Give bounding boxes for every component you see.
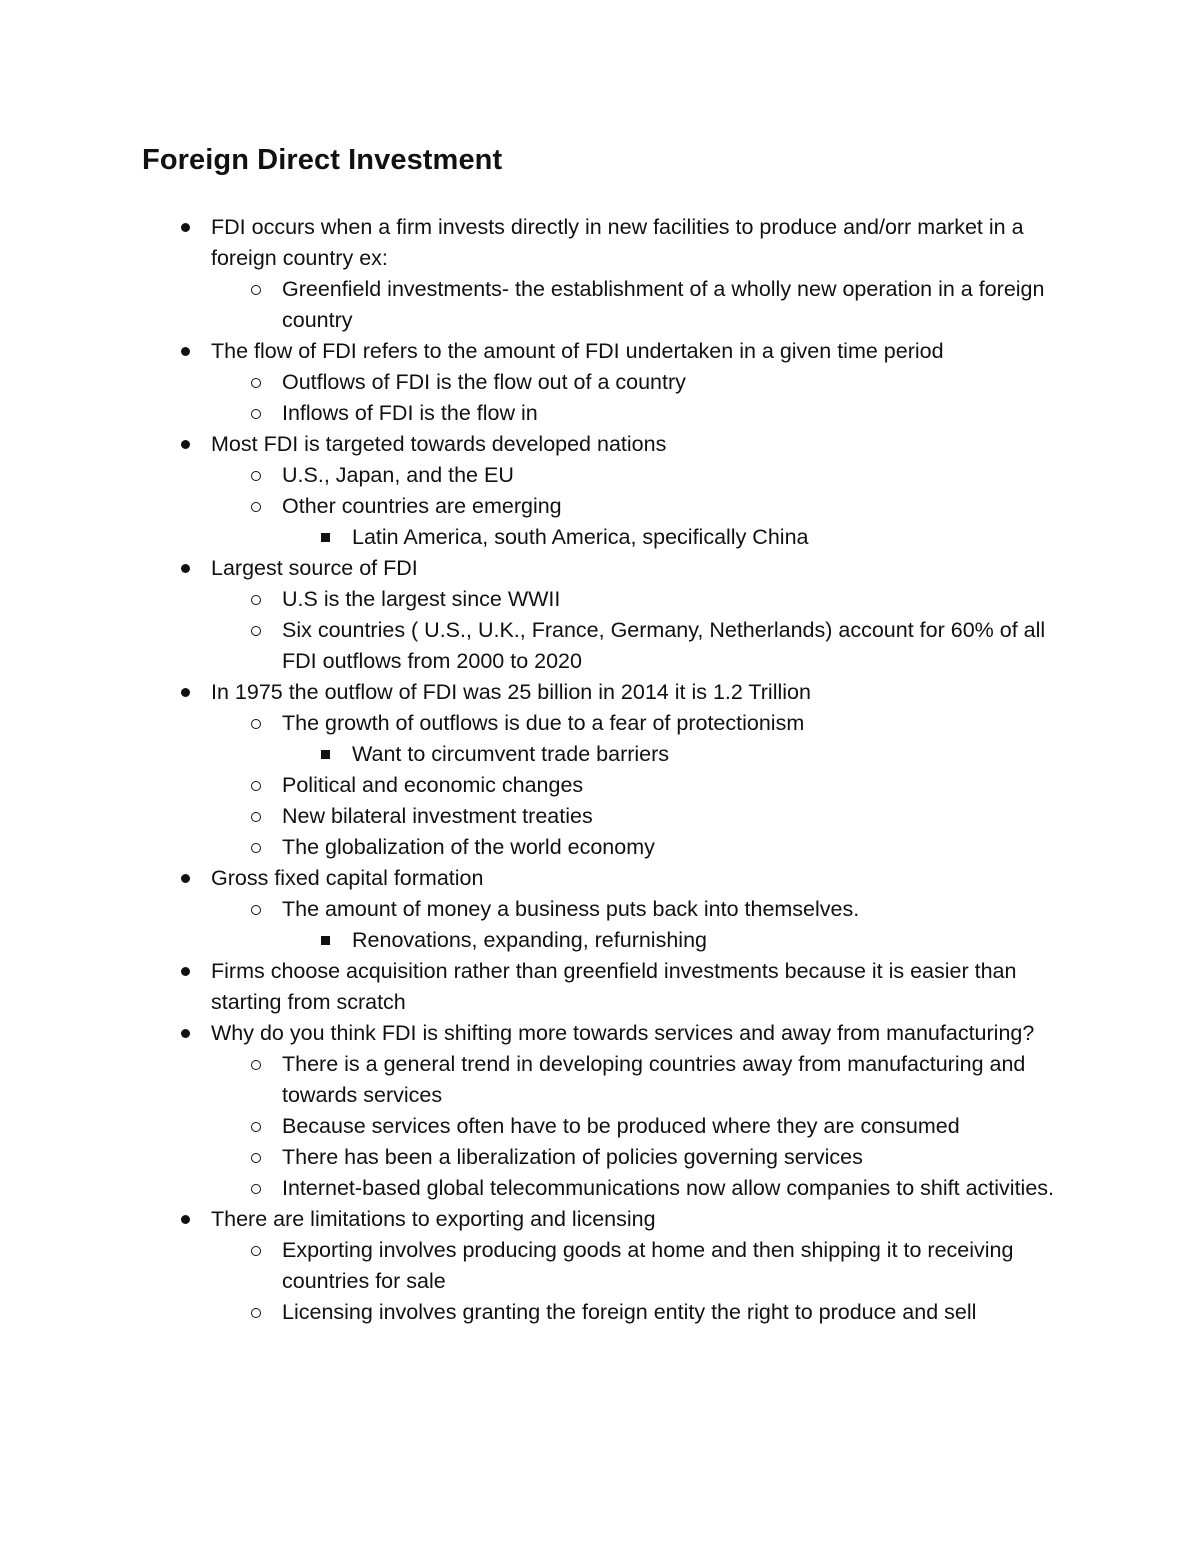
list-item-text: The amount of money a business puts back into themselves. bbox=[282, 897, 860, 921]
bullet-circle-icon bbox=[249, 1049, 263, 1080]
bullet-circle-icon bbox=[249, 894, 263, 925]
bullet-circle-icon bbox=[249, 801, 263, 832]
bullet-disc-icon bbox=[178, 212, 192, 243]
list-item bbox=[0, 770, 1072, 801]
bullet-square-icon bbox=[318, 522, 332, 553]
list-item bbox=[0, 553, 1071, 584]
list-item bbox=[0, 336, 1071, 367]
list-item-text: Because services often have to be produced where they are consumed bbox=[282, 1114, 960, 1138]
list-item-text: The growth of outflows is due to a fear of protectionism bbox=[282, 711, 805, 735]
list-item bbox=[0, 212, 1071, 274]
bullet-disc-icon bbox=[178, 336, 192, 367]
bullet-disc-icon bbox=[178, 429, 192, 460]
bullet-circle-icon bbox=[249, 1173, 263, 1204]
list-item bbox=[0, 429, 1071, 460]
bullet-circle-icon bbox=[249, 708, 263, 739]
list-item bbox=[0, 956, 1071, 1018]
list-item-text: Largest source of FDI bbox=[211, 556, 418, 580]
list-item-text: Most FDI is targeted towards developed nations bbox=[211, 432, 667, 456]
bullet-circle-icon bbox=[249, 460, 263, 491]
bullet-circle-icon bbox=[249, 274, 263, 305]
list-item-text: Renovations, expanding, refurnishing bbox=[352, 928, 707, 952]
list-item bbox=[0, 894, 1072, 925]
list-item bbox=[0, 522, 1072, 553]
list-item-text: Latin America, south America, specifically China bbox=[352, 525, 809, 549]
list-item bbox=[0, 832, 1072, 863]
list-item bbox=[0, 1018, 1071, 1049]
list-item bbox=[0, 925, 1072, 956]
bullet-circle-icon bbox=[249, 584, 263, 615]
bullet-disc-icon bbox=[178, 863, 192, 894]
bullet-square-icon bbox=[318, 739, 332, 770]
list-item bbox=[0, 863, 1071, 894]
list-item-text: Outflows of FDI is the flow out of a country bbox=[282, 370, 686, 394]
bullet-disc-icon bbox=[178, 553, 192, 584]
list-item bbox=[0, 1049, 1072, 1111]
list-item-text: In 1975 the outflow of FDI was 25 billion in 2014 it is 1.2 Trillion bbox=[211, 680, 811, 704]
list-item bbox=[0, 677, 1071, 708]
list-item-text: Inflows of FDI is the flow in bbox=[282, 401, 538, 425]
list-item-text: There has been a liberalization of policies governing services bbox=[282, 1145, 863, 1169]
list-item-text: New bilateral investment treaties bbox=[282, 804, 593, 828]
page-title: Foreign Direct Investment bbox=[142, 144, 503, 176]
list-item bbox=[0, 1297, 1072, 1328]
list-item bbox=[0, 398, 1072, 429]
bullet-circle-icon bbox=[249, 832, 263, 863]
list-item-text: Internet-based global telecommunications now allow companies to shift activities. bbox=[282, 1176, 1055, 1200]
list-item bbox=[0, 274, 1072, 336]
list-item-text: The globalization of the world economy bbox=[282, 835, 655, 859]
list-item bbox=[0, 1204, 1071, 1235]
bullet-circle-icon bbox=[249, 398, 263, 429]
list-item-text: Gross fixed capital formation bbox=[211, 866, 484, 890]
list-item bbox=[0, 491, 1072, 522]
bullet-circle-icon bbox=[249, 367, 263, 398]
list-item bbox=[0, 801, 1072, 832]
list-item-text: Why do you think FDI is shifting more towards services and away from manufacturing? bbox=[211, 1021, 1035, 1045]
list-item-text: Firms choose acquisition rather than greenfield investments because it is easier than starting from scratch bbox=[211, 959, 1017, 1014]
list-item bbox=[0, 615, 1072, 677]
list-item-text: Exporting involves producing goods at home and then shipping it to receiving countries for sale bbox=[282, 1238, 1014, 1293]
list-item-text: U.S is the largest since WWII bbox=[282, 587, 561, 611]
list-item-text: U.S., Japan, and the EU bbox=[282, 463, 514, 487]
bullet-circle-icon bbox=[249, 491, 263, 522]
bullet-circle-icon bbox=[249, 1111, 263, 1142]
notes-outline bbox=[0, 212, 1200, 1328]
bullet-disc-icon bbox=[178, 956, 192, 987]
bullet-disc-icon bbox=[178, 677, 192, 708]
bullet-circle-icon bbox=[249, 615, 263, 646]
list-item-text: Political and economic changes bbox=[282, 773, 584, 797]
list-item-text: FDI occurs when a firm invests directly in new facilities to produce and/orr market in a foreign country ex: bbox=[211, 215, 1024, 270]
list-item bbox=[0, 460, 1072, 491]
list-item bbox=[0, 1173, 1072, 1204]
bullet-disc-icon bbox=[178, 1204, 192, 1235]
list-item-text: There is a general trend in developing countries away from manufacturing and towards services bbox=[282, 1052, 1026, 1107]
list-item bbox=[0, 739, 1072, 770]
bullet-circle-icon bbox=[249, 770, 263, 801]
list-item-text: Other countries are emerging bbox=[282, 494, 562, 518]
list-item bbox=[0, 584, 1072, 615]
list-item-text: There are limitations to exporting and licensing bbox=[211, 1207, 656, 1231]
bullet-circle-icon bbox=[249, 1297, 263, 1328]
bullet-square-icon bbox=[318, 925, 332, 956]
list-item-text: Licensing involves granting the foreign entity the right to produce and sell bbox=[282, 1300, 977, 1324]
list-item bbox=[0, 1235, 1072, 1297]
list-item bbox=[0, 708, 1072, 739]
list-item-text: Six countries ( U.S., U.K., France, Germany, Netherlands) account for 60% of all FDI outflows from 2000 to 2020 bbox=[282, 618, 1046, 673]
list-item bbox=[0, 367, 1072, 398]
bullet-circle-icon bbox=[249, 1235, 263, 1266]
list-item bbox=[0, 1111, 1072, 1142]
list-item-text: Want to circumvent trade barriers bbox=[352, 742, 670, 766]
list-item-text: Greenfield investments- the establishment of a wholly new operation in a foreign country bbox=[282, 277, 1045, 332]
bullet-disc-icon bbox=[178, 1018, 192, 1049]
bullet-circle-icon bbox=[249, 1142, 263, 1173]
list-item bbox=[0, 1142, 1072, 1173]
list-item-text: The flow of FDI refers to the amount of FDI undertaken in a given time period bbox=[211, 339, 944, 363]
